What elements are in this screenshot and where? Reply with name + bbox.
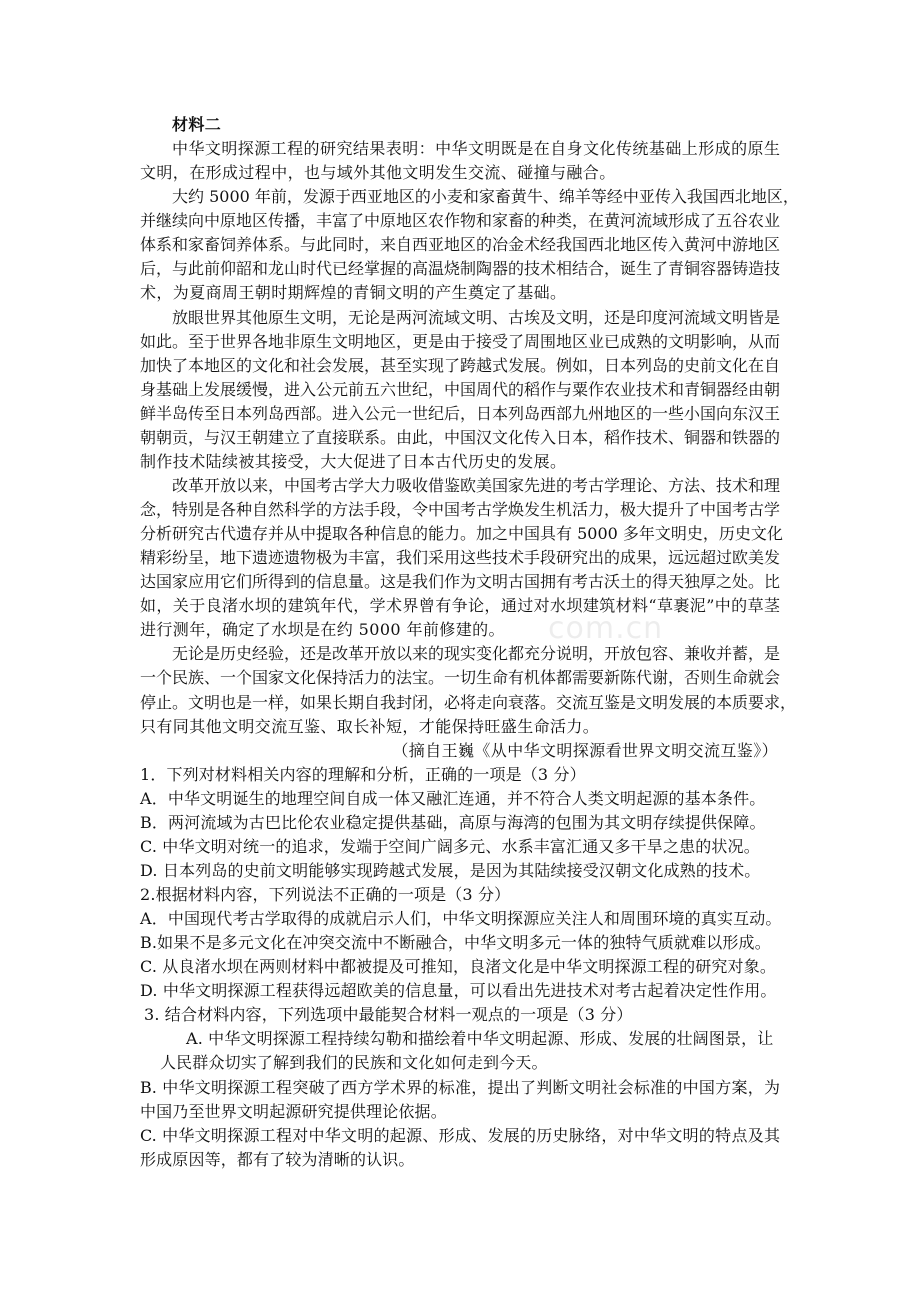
paragraph-line: 停止。文明也是一样，如果长期自我封闭，必将走向衰落。交流互鉴是文明发展的本质要求，: [140, 692, 797, 712]
option-c: [140, 1124, 780, 1172]
question-3: [140, 1003, 780, 1171]
paragraph: [140, 185, 799, 305]
paragraph-line: 如此。至于世界各地非原生文明地区，更是由于接受了周围地区业已成熟的文明影响，从而: [140, 331, 781, 351]
paragraph-line: 术，为夏商周王朝时期辉煌的青铜文明的产生奠定了基础。: [140, 283, 567, 303]
option-b: [140, 1076, 780, 1124]
paragraph-line: 如，关于良渚水坝的建筑年代，学术界曾有争论，通过对水坝建筑材料“草裹泥”中的草茎: [140, 596, 780, 616]
question-stem: 2.根据材料内容，下列说法不正确的一项是（3 分）: [140, 885, 511, 904]
paragraph: [140, 474, 783, 642]
material-title: 材料二: [172, 115, 222, 134]
paragraph-line: 中华文明探源工程的研究结果表明：中华文明既是在自身文化传统基础上形成的原生: [172, 139, 780, 159]
paragraph-line: 体系和家畜饲养体系。与此同时，来自西亚地区的冶金术经我国西北地区传入黄河中游地区: [140, 235, 781, 255]
paragraph-line: 文明，在形成过程中，也与域外其他文明发生交流、碰撞与融合。: [140, 163, 616, 183]
question-stem: 1．下列对材料相关内容的理解和分析，正确的一项是（3 分）: [140, 764, 586, 784]
option-a: A．中国现代考古学取得的成就启示人们，中华文明探源应关注人和周围环境的真实互动。: [140, 909, 782, 929]
source-citation: （摘自王巍《从中华文明探源看世界文明交流互鉴》）: [392, 740, 778, 760]
paragraph-line: 朝朝贡，与汉王朝建立了直接联系。由此，中国汉文化传入日本，稻作技术、铜器和铁器的: [140, 427, 781, 447]
paragraph-line: 加快了本地区的文化和社会发展，甚至实现了跨越式发展。例如，日本列岛的史前文化在自: [140, 355, 781, 375]
paragraph-line: 无论是历史经验，还是改革开放以来的现实变化都充分说明，开放包容、兼收并蓄，是: [172, 644, 781, 664]
paragraph-line: 鲜半岛传至日本列岛西部。进入公元一世纪后，日本列岛西部九州地区的一些小国向东汉王: [140, 403, 781, 423]
question-stem: 3. 结合材料内容，下列选项中最能契合材料一观点的一项是（3 分）: [144, 1005, 633, 1025]
paragraph-line: 身基础上发展缓慢，进入公元前五六世纪，中国周代的稻作与粟作农业技术和青铜器经由朝: [140, 379, 781, 399]
paragraph: [140, 306, 780, 474]
option-c: C. 中华文明对统一的追求，发端于空间广阔多元、水系丰富汇通又多干旱之患的状况。: [140, 836, 760, 856]
option-line: 形成原因等，都有了较为清晰的认识。: [140, 1149, 415, 1169]
option-b: B.如果不是多元文化在冲突交流中不断融合，中华文明多元一体的独特气质就难以形成。: [140, 933, 771, 953]
option-a: A．中华文明诞生的地理空间自成一体又融汇连通，并不符合人类文明起源的基本条件。: [140, 788, 766, 808]
document-body: [140, 113, 799, 1172]
question-2: [140, 883, 780, 1003]
paragraph-line: 一个民族、一个国家文化保持活力的法宝。一切生命有机体都需要新陈代谢，否则生命就会: [140, 668, 781, 688]
option-c: C. 从良渚水坝在两则材料中都被提及可推知，良渚文化是中华文明探源工程的研究对象。: [140, 957, 776, 977]
option-b: B．两河流域为古巴比伦农业稳定提供基础，高原与海湾的包围为其文明存续提供保障。: [140, 812, 766, 832]
option-d: D. 日本列岛的史前文明能够实现跨越式发展，是因为其陆续接受汉朝文化成熟的技术。: [140, 860, 761, 880]
option-a: [140, 1027, 780, 1075]
paragraph-line: 放眼世界其他原生文明，无论是两河流域文明、古埃及文明，还是印度河流域文明皆是: [172, 307, 781, 327]
paragraph-line: 精彩纷呈，地下遗迹遗物极为丰富，我们采用这些技术手段研究出的成果，远远超过欧美发: [140, 548, 781, 568]
paragraph-line: 改革开放以来，中国考古学大力吸收借鉴欧美国家先进的考古学理论、方法、技术和理: [172, 475, 781, 495]
option-line: C. 中华文明探源工程对中华文明的起源、形成、发展的历史脉络，对中华文明的特点及其: [140, 1125, 780, 1145]
paragraph-line: 后，与此前仰韶和龙山时代已经掌握的高温烧制陶器的技术相结合，诞生了青铜容器铸造技: [140, 259, 781, 279]
option-line: B. 中华文明探源工程突破了西方学术界的标准，提出了判断文明社会标准的中国方案，为: [140, 1077, 780, 1097]
material-section: [140, 113, 799, 763]
paragraph-line: 念，特别是各种自然科学的方法手段，令中国考古学焕发生机活力，极大提升了中国考古学: [140, 500, 781, 519]
paragraph-line: 制作技术陆续被其接受，大大促进了日本古代历史的发展。: [140, 451, 567, 471]
watermark: com.cn: [548, 611, 664, 646]
paragraph-line: 并继续向中原地区传播，丰富了中原地区农作物和家畜的种类，在黄河流域形成了五谷农业: [140, 211, 781, 231]
paragraph-line: 只有同其他文明交流互鉴、取长补短，才能保持旺盛生命活力。: [140, 716, 600, 736]
question-1: [140, 763, 780, 883]
option-line: 中国乃至世界文明起源研究提供理论依据。: [140, 1101, 447, 1121]
paragraph-line: 达国家应用它们所得到的信息量。这是我们作为文明古国拥有考古沃土的得天独厚之处。比: [140, 572, 781, 592]
paragraph-line: 进行测年，确定了水坝是在约 5000 年前修建的。: [140, 620, 505, 640]
option-line: 人民群众切实了解到我们的民族和文化如何走到今天。: [160, 1053, 548, 1073]
paragraph: [140, 137, 780, 185]
paragraph: [140, 642, 797, 738]
paragraph-line: 分析研究古代遗存并从中提取各种信息的能力。加之中国具有 5000 多年文明史，历史文化: [140, 524, 783, 544]
paragraph-line: 大约 5000 年前，发源于西亚地区的小麦和家畜黄牛、绵羊等经中亚传入我国西北地区，: [172, 187, 799, 207]
option-d: D. 中华文明探源工程获得远超欧美的信息量，可以看出先进技术对考古起着决定性作用。: [140, 981, 777, 1001]
option-line: A. 中华文明探源工程持续勾勒和描绘着中华文明起源、形成、发展的壮阔图景，让: [186, 1029, 774, 1049]
